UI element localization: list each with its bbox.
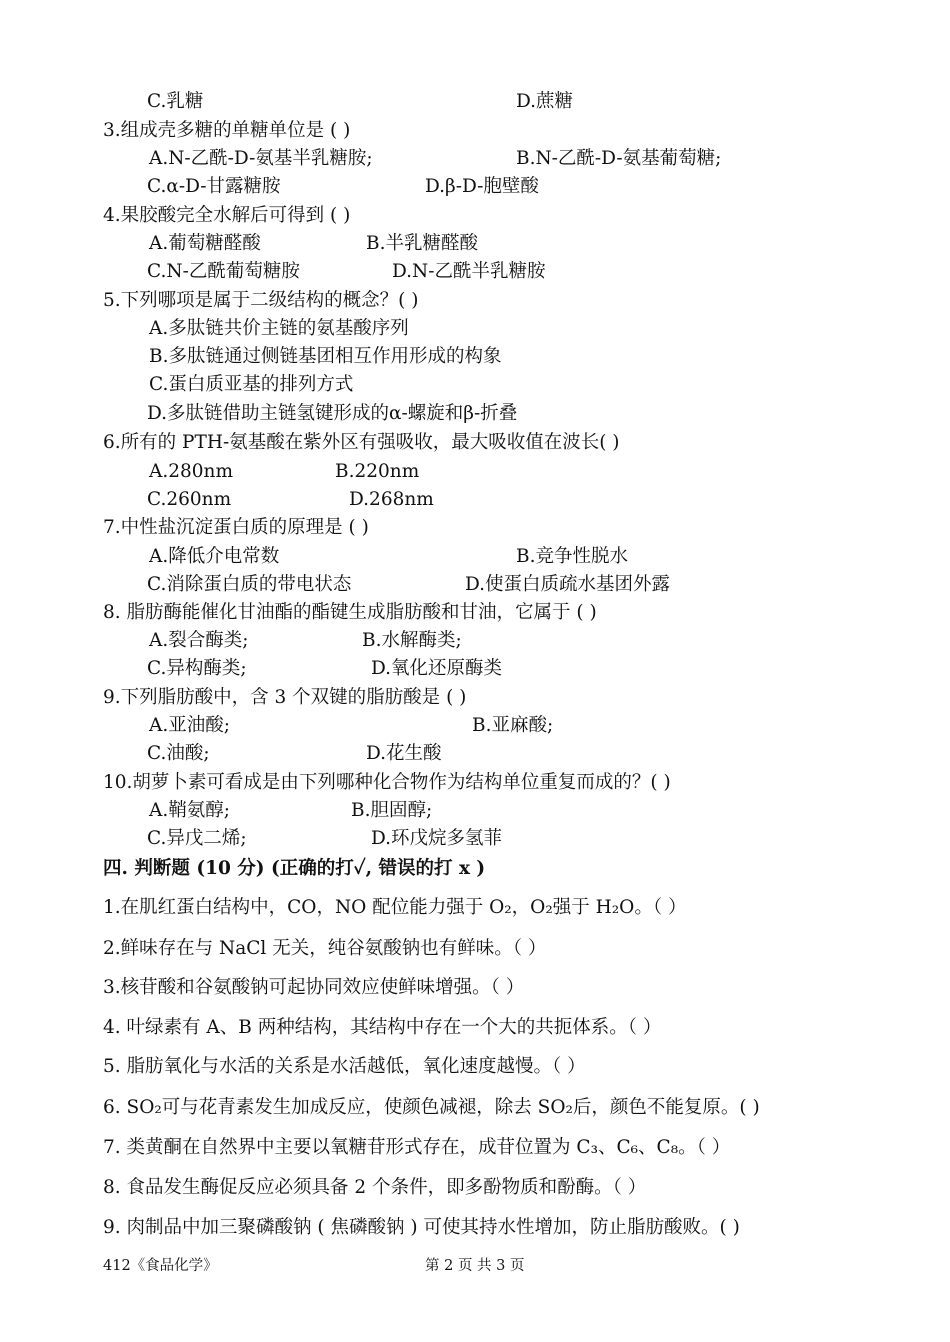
option-a: A.N-乙酰-D-氨基半乳糖胺; bbox=[149, 148, 373, 169]
option-c: C.异构酶类; bbox=[147, 658, 247, 679]
question-7-options-row bbox=[0, 543, 950, 571]
question-8-options-row bbox=[0, 655, 950, 683]
question-4 bbox=[0, 202, 950, 230]
option-c: C.260nm bbox=[147, 489, 232, 510]
question-stem: 9.下列脂肪酸中，含 3 个双键的脂肪酸是 ( ) bbox=[103, 687, 467, 708]
judgement-item bbox=[0, 1053, 950, 1081]
option-b: B.半乳糖醛酸 bbox=[366, 233, 478, 254]
option-d: D.环戊烷多氢菲 bbox=[371, 828, 503, 849]
judgement-item bbox=[0, 894, 950, 922]
option-c: C.乳糖 bbox=[147, 91, 204, 112]
judgement-text: 7. 类黄酮在自然界中主要以氧糖苷形式存在，成苷位置为 C₃、C₆、C₈。（ ） bbox=[103, 1137, 731, 1158]
judgement-text: 9. 肉制品中加三聚磷酸钠 ( 焦磷酸钠 ) 可使其持水性增加，防止脂肪酸败。( ) bbox=[103, 1217, 740, 1238]
option-a: A.280nm bbox=[149, 461, 234, 482]
option-d: D.268nm bbox=[349, 489, 434, 510]
option-a: A.亚油酸; bbox=[149, 715, 230, 736]
option-b: B.水解酶类; bbox=[362, 630, 462, 651]
question-10-options-row bbox=[0, 825, 950, 853]
option-a: A.裂合酶类; bbox=[149, 630, 249, 651]
option-a: A.降低介电常数 bbox=[149, 546, 280, 567]
question-3-options-row bbox=[0, 145, 950, 173]
option-d: D.蔗糖 bbox=[516, 91, 574, 112]
question-10 bbox=[0, 769, 950, 797]
question-6-options-row bbox=[0, 458, 950, 486]
judgement-item bbox=[0, 1214, 950, 1242]
option-a: A.葡萄糖醛酸 bbox=[149, 233, 261, 254]
page-footer bbox=[0, 1256, 950, 1276]
option-c: C.油酸; bbox=[147, 743, 210, 764]
option-a: A.多肽链共价主链的氨基酸序列 bbox=[149, 318, 409, 339]
question-5-option bbox=[0, 371, 950, 399]
judgement-text: 2.鲜味存在与 NaCl 无关，纯谷氨酸钠也有鲜味。（ ） bbox=[103, 938, 547, 959]
section-4-heading bbox=[0, 855, 950, 883]
question-10-options-row bbox=[0, 797, 950, 825]
option-d: D.使蛋白质疏水基团外露 bbox=[465, 574, 671, 595]
option-d: D.花生酸 bbox=[366, 743, 442, 764]
judgement-text: 6. SO₂可与花青素发生加成反应，使颜色减褪，除去 SO₂后，颜色不能复原。( ) bbox=[103, 1097, 760, 1118]
question-7 bbox=[0, 514, 950, 542]
judgement-item bbox=[0, 974, 950, 1002]
judgement-item bbox=[0, 1094, 950, 1122]
question-5-option bbox=[0, 343, 950, 371]
judgement-text: 3.核苷酸和谷氨酸钠可起协同效应使鲜味增强。（ ） bbox=[103, 977, 525, 998]
judgement-item bbox=[0, 1174, 950, 1202]
option-b: B.竞争性脱水 bbox=[516, 546, 628, 567]
judgement-text: 5. 脂肪氧化与水活的关系是水活越低，氧化速度越慢。（ ） bbox=[103, 1056, 586, 1077]
option-d: D.N-乙酰半乳糖胺 bbox=[392, 261, 546, 282]
question-4-options-row bbox=[0, 258, 950, 286]
judgement-text: 8. 食品发生酶促反应必须具备 2 个条件，即多酚物质和酚酶。（ ） bbox=[103, 1177, 647, 1198]
question-7-options-row bbox=[0, 571, 950, 599]
option-b: B.亚麻酸; bbox=[472, 715, 554, 736]
option-b: B.胆固醇; bbox=[351, 800, 433, 821]
question-stem: 7.中性盐沉淀蛋白质的原理是 ( ) bbox=[103, 517, 369, 538]
option-b: B.多肽链通过侧链基团相互作用形成的构象 bbox=[149, 346, 502, 367]
question-5-option bbox=[0, 315, 950, 343]
question-9 bbox=[0, 684, 950, 712]
question-4-options-row bbox=[0, 230, 950, 258]
question-6 bbox=[0, 429, 950, 457]
question-stem: 10.胡萝卜素可看成是由下列哪种化合物作为结构单位重复而成的？( ) bbox=[103, 772, 671, 793]
question-6-options-row bbox=[0, 486, 950, 514]
option-c: C.α-D-甘露糖胺 bbox=[147, 176, 281, 197]
question-stem: 6.所有的 PTH-氨基酸在紫外区有强吸收，最大吸收值在波长( ) bbox=[103, 432, 620, 453]
option-c: C.蛋白质亚基的排列方式 bbox=[149, 374, 354, 395]
question-stem: 4.果胶酸完全水解后可得到 ( ) bbox=[103, 205, 351, 226]
option-d: D.β-D-胞壁酸 bbox=[425, 176, 539, 197]
question-8 bbox=[0, 599, 950, 627]
question-stem: 3.组成壳多糖的单糖单位是 ( ) bbox=[103, 120, 351, 141]
option-a: A.鞘氨醇; bbox=[149, 800, 230, 821]
option-d: D.多肽链借助主链氢键形成的α-螺旋和β-折叠 bbox=[147, 403, 518, 424]
section-heading-text: 四. 判断题 (10 分) (正确的打✓, 错误的打 x ) bbox=[103, 858, 486, 879]
question-9-options-row bbox=[0, 740, 950, 768]
judgement-item bbox=[0, 935, 950, 963]
option-d: D.氧化还原酶类 bbox=[371, 658, 503, 679]
question-stem: 5.下列哪项是属于二级结构的概念？( ) bbox=[103, 290, 419, 311]
question-5 bbox=[0, 287, 950, 315]
footer-course: 412《食品化学》 bbox=[103, 1258, 218, 1274]
option-c: C.异戊二烯; bbox=[147, 828, 247, 849]
question-2-options-row bbox=[0, 88, 950, 116]
judgement-item bbox=[0, 1134, 950, 1162]
footer-page-number: 第 2 页 共 3 页 bbox=[425, 1258, 525, 1274]
option-c: C.消除蛋白质的带电状态 bbox=[147, 574, 352, 595]
question-9-options-row bbox=[0, 712, 950, 740]
option-b: B.N-乙酰-D-氨基葡萄糖; bbox=[516, 148, 722, 169]
question-8-options-row bbox=[0, 627, 950, 655]
judgement-item bbox=[0, 1014, 950, 1042]
question-stem: 8. 脂肪酶能催化甘油酯的酯键生成脂肪酸和甘油，它属于 ( ) bbox=[103, 602, 597, 623]
option-c: C.N-乙酰葡萄糖胺 bbox=[147, 261, 300, 282]
judgement-text: 4. 叶绿素有 A、B 两种结构，其结构中存在一个大的共扼体系。（ ） bbox=[103, 1017, 662, 1038]
question-3-options-row bbox=[0, 173, 950, 201]
option-b: B.220nm bbox=[335, 461, 420, 482]
question-3 bbox=[0, 117, 950, 145]
question-5-option bbox=[0, 400, 950, 428]
judgement-text: 1.在肌红蛋白结构中，CO，NO 配位能力强于 O₂，O₂强于 H₂O。（ ） bbox=[103, 897, 687, 918]
